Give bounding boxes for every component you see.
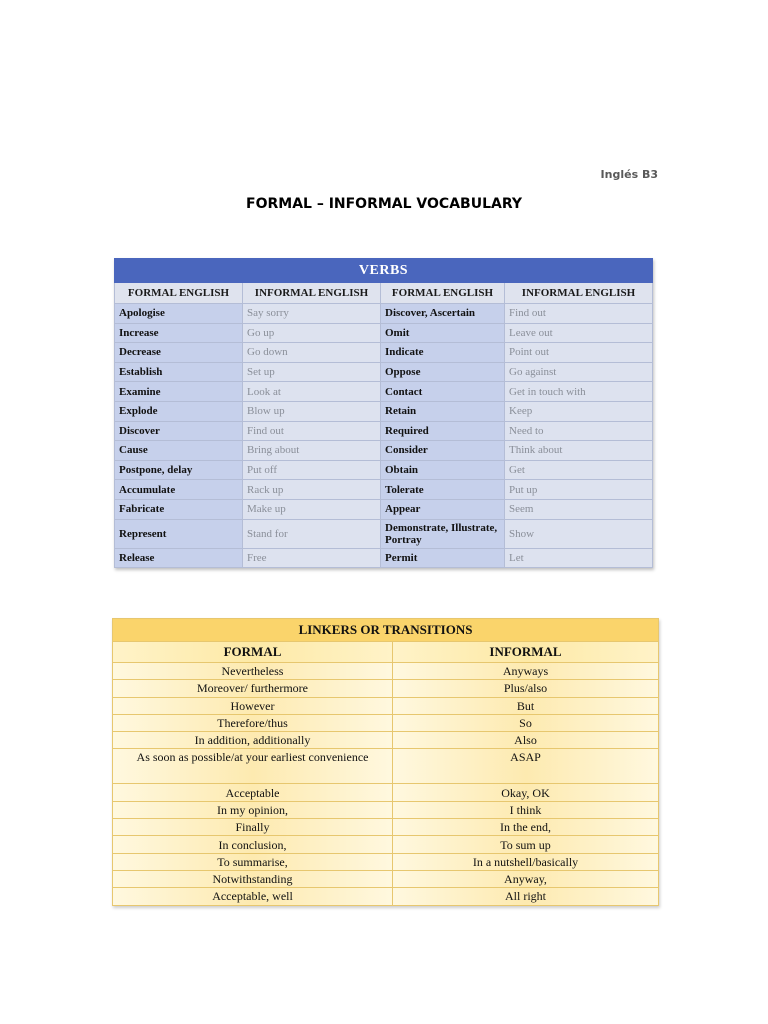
verbs-header-formal-2: FORMAL ENGLISH [381,283,505,304]
linkers-row [113,784,659,801]
formal-linker-cell: However [113,697,393,714]
linkers-row [113,870,659,887]
verbs-row [115,382,653,402]
verbs-row [115,441,653,461]
linkers-table [112,618,659,906]
header-note: Inglés B3 [600,168,658,181]
linkers-row [113,663,659,680]
verbs-row [115,304,653,324]
formal-verb-cell: Establish [115,362,243,382]
formal-verb-cell: Obtain [381,460,505,480]
page-title: FORMAL – INFORMAL VOCABULARY [246,196,522,212]
informal-linker-cell: ASAP [393,749,659,784]
formal-verb-cell: Indicate [381,343,505,363]
verbs-header-formal-1: FORMAL ENGLISH [115,283,243,304]
informal-verb-cell: Get in touch with [505,382,653,402]
informal-linker-cell: But [393,697,659,714]
formal-linker-cell: In my opinion, [113,801,393,818]
informal-linker-cell: All right [393,888,659,905]
formal-verb-cell: Contact [381,382,505,402]
formal-linker-cell: As soon as possible/at your earliest convenience [113,749,393,784]
informal-linker-cell: Okay, OK [393,784,659,801]
formal-linker-cell: Notwithstanding [113,870,393,887]
formal-verb-cell: Demonstrate, Illustrate, Portray [381,519,505,548]
informal-verb-cell: Go up [243,323,381,343]
verbs-table [114,258,653,568]
linkers-row [113,697,659,714]
linkers-row [113,801,659,818]
informal-verb-cell: Look at [243,382,381,402]
formal-verb-cell: Examine [115,382,243,402]
formal-verb-cell: Discover [115,421,243,441]
formal-linker-cell: Moreover/ furthermore [113,680,393,697]
linkers-table-title: LINKERS OR TRANSITIONS [113,619,659,642]
formal-verb-cell: Required [381,421,505,441]
informal-verb-cell: Free [243,548,381,568]
verbs-row [115,401,653,421]
formal-verb-cell: Permit [381,548,505,568]
formal-verb-cell: Accumulate [115,480,243,500]
verbs-row [115,548,653,568]
formal-verb-cell: Explode [115,401,243,421]
formal-verb-cell: Discover, Ascertain [381,304,505,324]
linkers-row [113,853,659,870]
informal-linker-cell: In a nutshell/basically [393,853,659,870]
formal-verb-cell: Represent [115,519,243,548]
linkers-row [113,680,659,697]
formal-linker-cell: In conclusion, [113,836,393,853]
verbs-row [115,323,653,343]
informal-verb-cell: Say sorry [243,304,381,324]
informal-verb-cell: Need to [505,421,653,441]
informal-verb-cell: Stand for [243,519,381,548]
linkers-header-formal: FORMAL [113,642,393,663]
informal-linker-cell: In the end, [393,819,659,836]
linkers-row [113,836,659,853]
informal-linker-cell: So [393,714,659,731]
formal-linker-cell: Nevertheless [113,663,393,680]
formal-linker-cell: Acceptable [113,784,393,801]
informal-linker-cell: To sum up [393,836,659,853]
formal-verb-cell: Cause [115,441,243,461]
formal-verb-cell: Apologise [115,304,243,324]
formal-verb-cell: Increase [115,323,243,343]
informal-verb-cell: Get [505,460,653,480]
formal-linker-cell: In addition, additionally [113,732,393,749]
informal-verb-cell: Bring about [243,441,381,461]
linkers-row [113,819,659,836]
informal-linker-cell: Anyway, [393,870,659,887]
linkers-header-informal: INFORMAL [393,642,659,663]
informal-verb-cell: Set up [243,362,381,382]
formal-verb-cell: Decrease [115,343,243,363]
informal-verb-cell: Keep [505,401,653,421]
verbs-row [115,460,653,480]
linkers-row [113,888,659,905]
informal-verb-cell: Go down [243,343,381,363]
verbs-row [115,362,653,382]
verbs-row [115,343,653,363]
informal-linker-cell: I think [393,801,659,818]
informal-verb-cell: Find out [243,421,381,441]
formal-verb-cell: Retain [381,401,505,421]
formal-verb-cell: Appear [381,499,505,519]
verbs-header-informal-1: INFORMAL ENGLISH [243,283,381,304]
informal-verb-cell: Make up [243,499,381,519]
informal-linker-cell: Also [393,732,659,749]
informal-verb-cell: Put off [243,460,381,480]
formal-verb-cell: Tolerate [381,480,505,500]
informal-verb-cell: Find out [505,304,653,324]
linkers-row [113,714,659,731]
linkers-row [113,732,659,749]
informal-linker-cell: Anyways [393,663,659,680]
informal-verb-cell: Go against [505,362,653,382]
formal-linker-cell: Finally [113,819,393,836]
informal-verb-cell: Leave out [505,323,653,343]
informal-verb-cell: Think about [505,441,653,461]
informal-verb-cell: Show [505,519,653,548]
formal-verb-cell: Omit [381,323,505,343]
linkers-row [113,749,659,784]
verbs-row [115,480,653,500]
informal-verb-cell: Blow up [243,401,381,421]
informal-verb-cell: Point out [505,343,653,363]
formal-linker-cell: Acceptable, well [113,888,393,905]
verbs-header-informal-2: INFORMAL ENGLISH [505,283,653,304]
verbs-table-title: VERBS [115,259,653,283]
informal-verb-cell: Let [505,548,653,568]
informal-linker-cell: Plus/also [393,680,659,697]
informal-verb-cell: Rack up [243,480,381,500]
informal-verb-cell: Put up [505,480,653,500]
formal-linker-cell: To summarise, [113,853,393,870]
formal-linker-cell: Therefore/thus [113,714,393,731]
formal-verb-cell: Release [115,548,243,568]
verbs-row [115,421,653,441]
verbs-row [115,499,653,519]
informal-verb-cell: Seem [505,499,653,519]
formal-verb-cell: Consider [381,441,505,461]
verbs-row [115,519,653,548]
formal-verb-cell: Oppose [381,362,505,382]
formal-verb-cell: Postpone, delay [115,460,243,480]
formal-verb-cell: Fabricate [115,499,243,519]
